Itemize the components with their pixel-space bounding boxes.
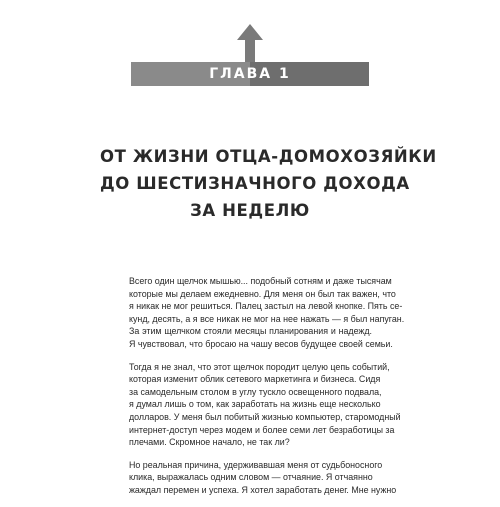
text-line: я никак не мог решиться. Палец застыл на левой кнопке. Пять се- — [129, 301, 403, 312]
paragraph-2 — [129, 361, 401, 449]
text-line: которая изменит облик сетевого маркетинга и бизнеса. Сидя — [129, 374, 381, 385]
text-line: интернет-доступ через модем и более семи лет безработицы за — [129, 424, 395, 435]
text-line: кунд, десять, а я все никак не мог на нее нажать — я был напуган. — [129, 313, 405, 324]
chapter-title — [100, 143, 437, 224]
arrow-up-icon — [236, 24, 264, 64]
paragraph-1 — [129, 275, 405, 351]
chapter-title-line: ДО ШЕСТИЗНАЧНОГО ДОХОДА — [100, 174, 410, 193]
text-line: Но реальная причина, удерживавшая меня от судьбоносного — [129, 459, 383, 470]
text-line: я думал лишь о том, как заработать на жизнь еще несколько — [129, 399, 381, 410]
text-line: жаждал перемен и успеха. Я хотел заработать денег. Мне нужно — [129, 484, 397, 495]
text-line: Всего один щелчок мышью... подобный сотням и даже тысячам — [129, 276, 392, 286]
chapter-banner — [131, 62, 369, 86]
chapter-number: ГЛАВА 1 — [209, 66, 291, 82]
paragraph-3 — [129, 459, 397, 497]
chapter-title-line: ОТ ЖИЗНИ ОТЦА-ДОМОХОЗЯЙКИ — [100, 147, 437, 166]
text-line: Я чувствовал, что бросаю на чашу весов будущее своей семьи. — [129, 338, 393, 349]
text-line: плечами. Скромное начало, не так ли? — [129, 437, 290, 448]
text-line: За этим щелчком стояли месяцы планирования и надежд. — [129, 326, 372, 337]
text-line: за самодельным столом в углу тускло освещенного подвала, — [129, 386, 382, 397]
text-line: долларов. У меня был побитый жизнью компьютер, старомодный — [129, 411, 401, 422]
chapter-title-line: ЗА НЕДЕЛЮ — [190, 201, 310, 220]
text-line: клика, выражалась одним словом — отчаяние. Я отчаянно — [129, 472, 373, 483]
text-line: которые мы делаем ежедневно. Для меня он был так важен, что — [129, 288, 396, 299]
body-text — [129, 275, 405, 507]
text-line: Тогда я не знал, что этот щелчок породит целую цепь событий, — [129, 361, 390, 372]
